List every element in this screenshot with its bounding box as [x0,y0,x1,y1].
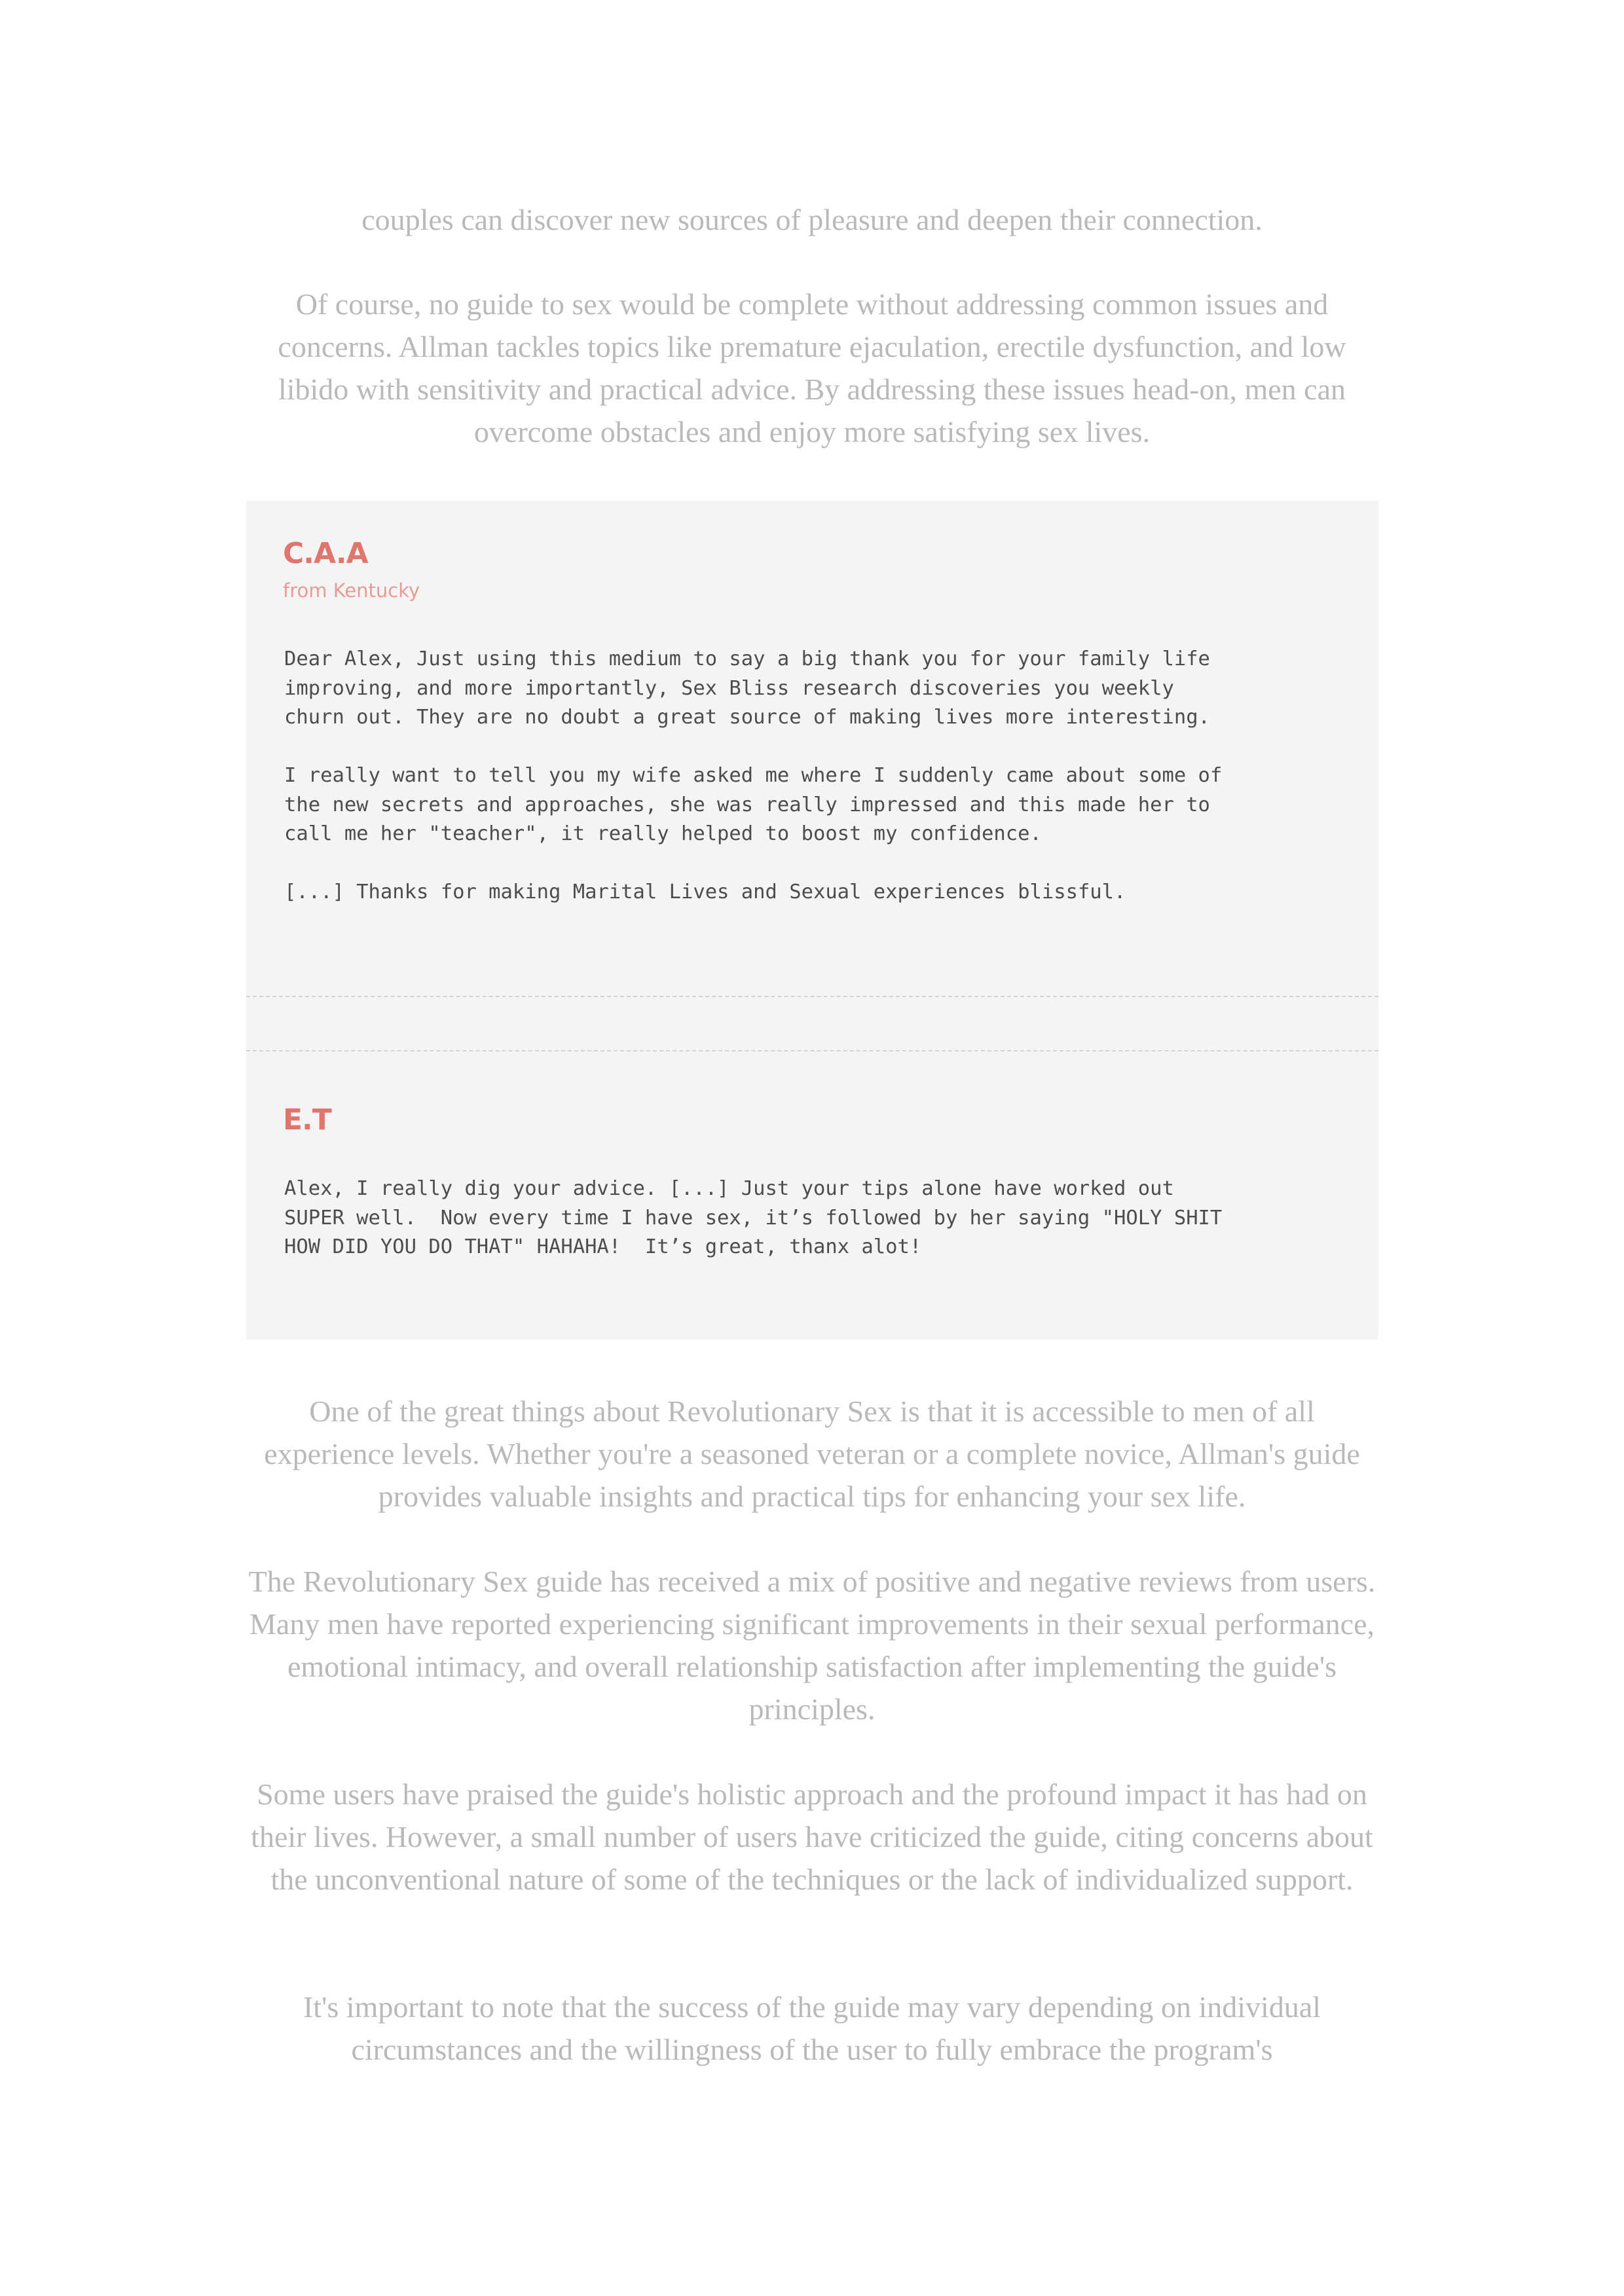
paragraph-reviews: The Revolutionary Sex guide has received a mix of positive and negative reviews from users. Many men have reported experiencing significant improvements in their sexual performance, emotional intimacy, and overall relationship satisfaction after implementing the guide's principles. [248,1565,1376,1726]
testimonial-name-et: E.T [283,1103,331,1137]
paragraph-success-varies: It's important to note that the success of the guide may vary depending on individual circumstances and the willingness of the user to fully embrace the program's [303,1990,1321,2066]
testimonial-divider-top [246,996,1378,997]
paragraph-accessibility: One of the great things about Revolutionary Sex is that it is accessible to men of all experience levels. Whether you're a seasoned veteran or a complete novice, Allman's guide provides valuable insights and practical tips for enhancing your sex life. [264,1394,1360,1513]
testimonial-et-paragraph: Alex, I really dig your advice. [...] Just your tips alone have worked out SUPER well. Now every time I have sex, it’s followed by her saying "HOLY SHIT HOW DID YOU DO THAT" HAHAHA! It’s great, thanx alot! [284,1177,1223,1258]
testimonial-name-caa: C.A.A [283,537,368,570]
testimonial-location: from Kentucky [283,579,420,602]
paragraph-common-issues: Of course, no guide to sex would be complete without addressing common issues and concerns. Allman tackles topics like premature ejaculation, erectile dysfunction, and low libido with sensitivity and practical advice. By addressing these issues head-on, men can overcome obstacles and enjoy more satisfying sex lives. [278,287,1346,448]
testimonial-divider-bottom [246,1050,1378,1051]
testimonial-caa-paragraph-2: I really want to tell you my wife asked me where I suddenly came about some of the new secrets and approaches, she was really impressed and this made her to call me her "teacher", it really helped to boost my confidence. [284,764,1223,845]
paragraph-couples-connection: couples can discover new sources of pleasure and deepen their connection. [361,203,1263,236]
testimonial-caa-paragraph-3: [...] Thanks for making Marital Lives and Sexual experiences blissful. [284,881,1126,903]
testimonial-caa-paragraph-1: Dear Alex, Just using this medium to say a big thank you for your family life improving, and more importantly, Sex Bliss research discoveries you weekly churn out. They are no doubt a great source of making lives more interesting. [284,647,1210,729]
paragraph-praise-criticism: Some users have praised the guide's holistic approach and the profound impact it has had on their lives. However, a small number of users have criticized the guide, citing concerns about the unconventional nature of some of the techniques or the lack of individualized support. [251,1777,1373,1896]
testimonials-box [246,501,1378,1339]
